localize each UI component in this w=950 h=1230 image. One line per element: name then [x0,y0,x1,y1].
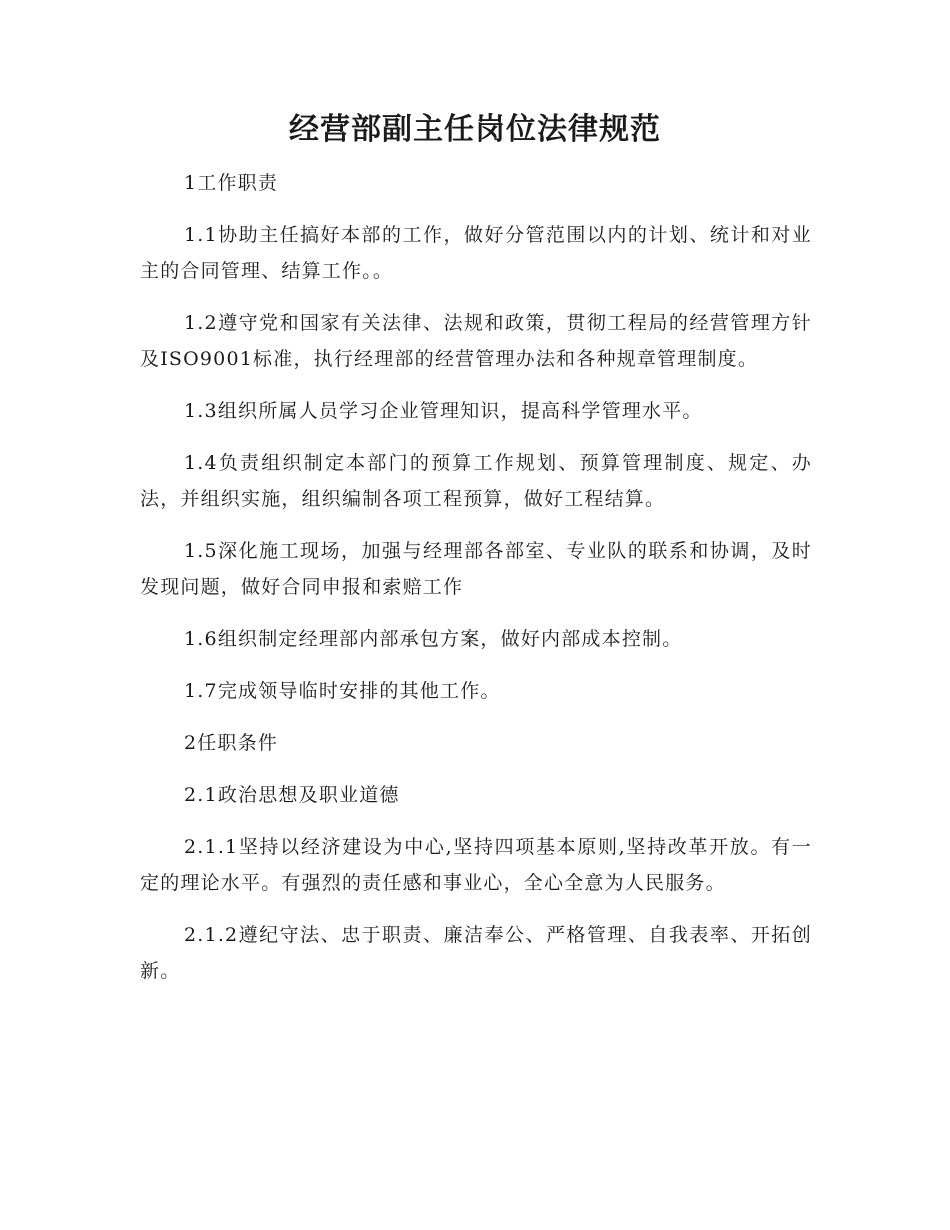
paragraph-1-6: 1.6组织制定经理部内部承包方案，做好内部成本控制。 [184,628,683,650]
paragraph-section-1-heading: 1工作职责 [184,172,279,194]
paragraph-1-3: 1.3组织所属人员学习企业管理知识，提高科学管理水平。 [184,400,703,422]
document-body [140,165,812,1005]
paragraph-section-2-heading: 2任职条件 [184,732,279,754]
paragraph-1-5: 1.5深化施工现场，加强与经理部各部室、专业队的联系和协调，及时发现问题，做好合同申报和索赔工作 [140,540,812,598]
paragraph-2-1: 2.1政治思想及职业道德 [184,784,400,806]
paragraph-1-2: 1.2遵守党和国家有关法律、法规和政策，贯彻工程局的经营管理方针及ISO9001标准，执行经理部的经营管理办法和各种规章管理制度。 [140,312,812,370]
paragraph-1-4: 1.4负责组织制定本部门的预算工作规划、预算管理制度、规定、办法，并组织实施，组织编制各项工程预算，做好工程结算。 [140,452,812,510]
paragraph-1-7: 1.7完成领导临时安排的其他工作。 [184,680,501,702]
paragraph-2-1-1: 2.1.1坚持以经济建设为中心,坚持四项基本原则,坚持改革开放。有一定的理论水平。有强烈的责任感和事业心，全心全意为人民服务。 [140,836,812,894]
paragraph-1-1: 1.1协助主任搞好本部的工作，做好分管范围以内的计划、统计和对业主的合同管理、结算工作。。 [140,224,812,282]
paragraph-2-1-2: 2.1.2遵纪守法、忠于职责、廉洁奉公、严格管理、自我表率、开拓创新。 [140,924,812,982]
document-title: 经营部副主任岗位法律规范 [289,112,661,147]
